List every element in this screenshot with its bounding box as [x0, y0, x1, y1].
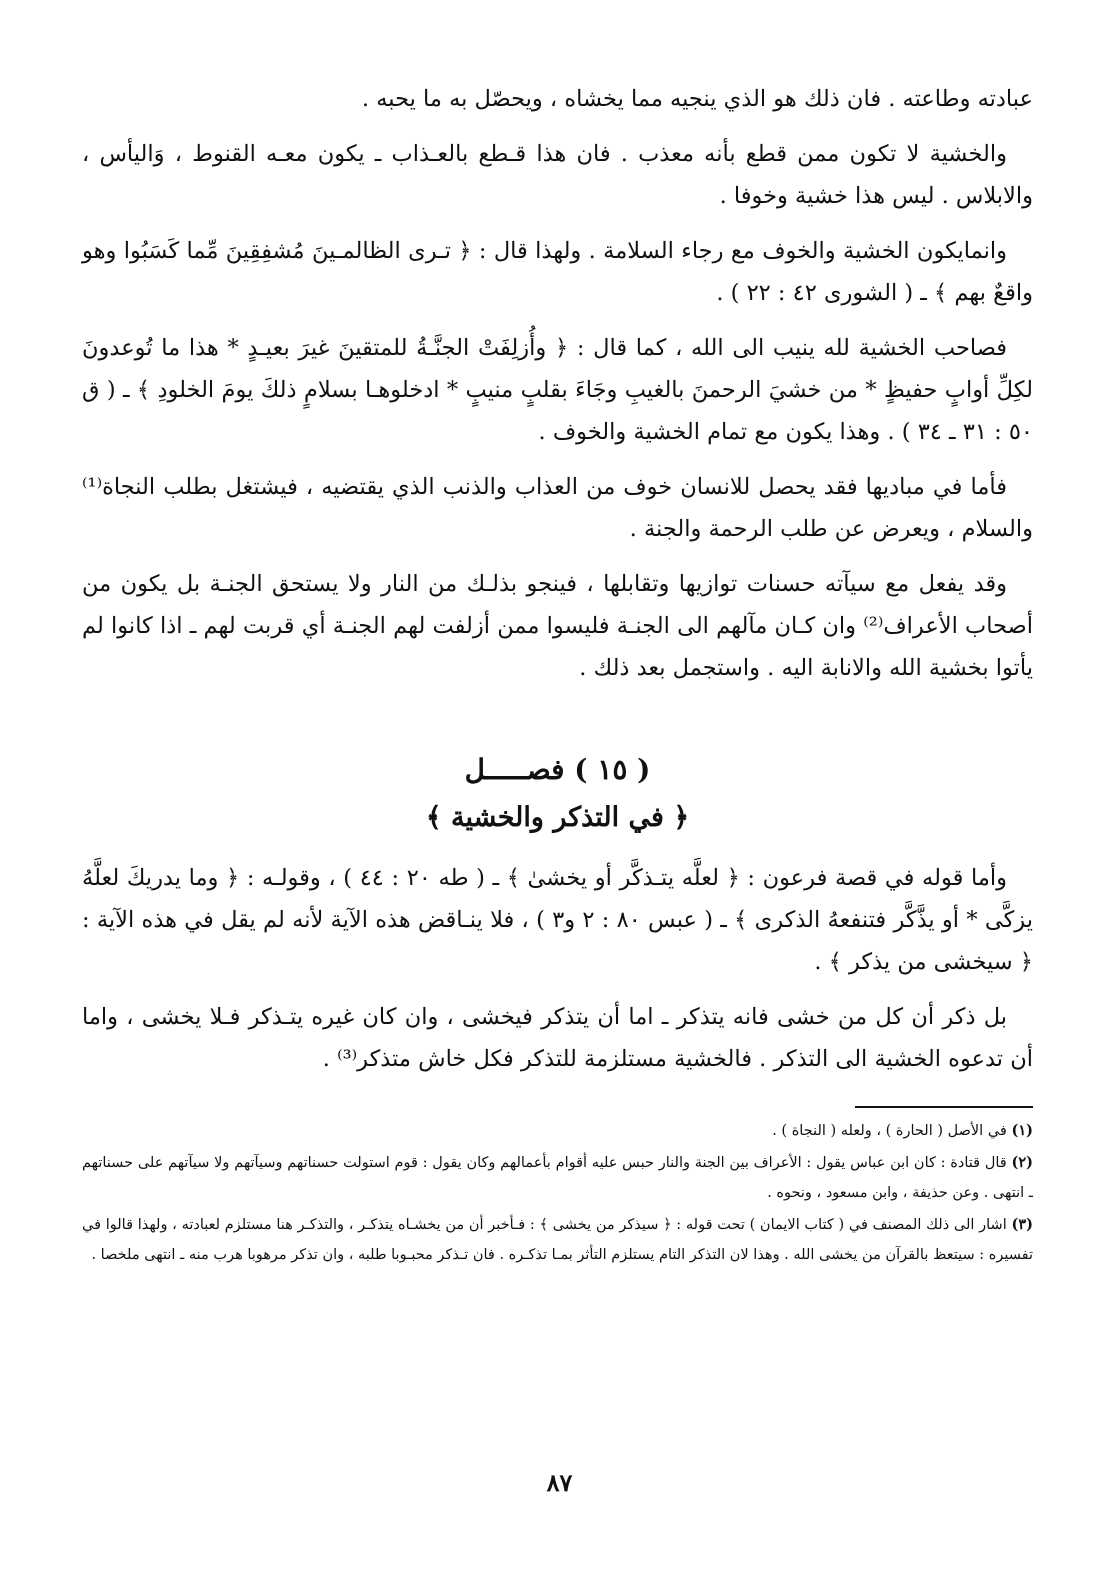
section-heading — [82, 747, 1033, 843]
footnotes — [82, 1116, 1033, 1270]
page-number: ٨٧ — [546, 1468, 573, 1497]
paragraph-4: فصاحب الخشية لله ينيب الى الله ، كما قال : ﴿ وأُزلِفَتْ الجنَّـةُ للمتقينَ غيرَ بعيـدٍ * هذا ما تُوعدونَ لكِلِّ أوابٍ حفيظٍ * من خشيَ الرحمنَ بالغيبِ وجَاءَ بقلبٍ منيبٍ * ادخلوهـا بسلامٍ ذلكَ يومَ الخلودِ ﴾ ـ ( ق ٥٠ : ٣١ ـ ٣٤ ) . وهذا يكون مع تمام الخشية والخوف . — [82, 335, 1033, 445]
section-paragraph-1: وأما قوله في قصة فرعون : ﴿ لعلَّه يتـذكَّر أو يخشىٰ ﴾ ـ ( طه ٢٠ : ٤٤ ) ، وقولـه : ﴿ وما يدريكَ لعلَّهُ يزكَّى * أو يذَّكَّر فتنفعهُ الذكرى ﴾ ـ ( عبس ٨٠ : ٢ و٣ ) ، فلا ينـاقض هذه الآية لأنه لم يقل في هذه الآية : ﴿ سيخشى من يذكر ﴾ . — [82, 865, 1033, 975]
footnote-3 — [82, 1210, 1033, 1270]
paragraph-5: فأما في مباديها فقد يحصل للانسان خوف من العذاب والذنب الذي يقتضيه ، فيشتغل بطلب النجاة⁽¹⁾ والسلام ، ويعرض عن طلب الرحمة والجنة . — [82, 474, 1033, 542]
footnote-2 — [82, 1148, 1033, 1208]
footnote-number: (٢) — [1011, 1154, 1034, 1171]
footnote-divider — [855, 1106, 1033, 1108]
footnote-1 — [82, 1116, 1033, 1146]
paragraph-3: وانمايكون الخشية والخوف مع رجاء السلامة . ولهذا قال : ﴿ تـرى الظالمـينَ مُشفِقِينَ مِّما كَسَبُوا وهو واقعٌ بهم ﴾ ـ ( الشورى ٤٢ : ٢٢ ) . — [82, 238, 1033, 306]
footnote-text: اشار الى ذلك المصنف في ( كتاب الايمان ) تحت قوله : ﴿ سيذكر من يخشى ﴾ : فـأخبر أن من يخشـاه يتذكـر ، والتذكـر هنا مستلزم لعبادته ، ولهذا قالوا في تفسيره : سيتعظ بالقرآن من يخشى الله . وهذا لان التذكر التام يستلزم التأثر بمـا تذكـره . فان تـذكر محبـوبا طلبه ، وان تذكر مرهوبا هرب منه ـ انتهى ملخصا . — [82, 1217, 1033, 1263]
document-page — [82, 78, 1033, 1581]
footnote-number: (٣) — [1011, 1216, 1033, 1233]
footnote-text: في الأصل ( الحارة ) ، ولعله ( النجاة ) . — [772, 1123, 1007, 1139]
paragraph-6: وقد يفعل مع سيآته حسنات توازيها وتقابلها ، فينجو بذلـك من النار ولا يستحق الجنـة بل يكون من أصحاب الأعراف⁽²⁾ وان كـان مآلهم الى الجنـة فليسوا ممن أزلفت لهم الجنـة أي قربت لهم ـ اذا كانوا لم يأتوا بخشية الله والانابة اليه . واستجمل بعد ذلك . — [82, 571, 1033, 681]
section-title: ﴿ في التذكر والخشية ﴾ — [425, 802, 690, 833]
paragraph-1: عبادته وطاعته . فان ذلك هو الذي ينجيه مما يخشاه ، ويحصّل به ما يحبه . — [361, 86, 1033, 112]
section-paragraph-2: بل ذكر أن كل من خشى فانه يتذكر ـ اما أن يتذكر فيخشى ، وان كان غيره يتـذكر فـلا يخشى ، واما أن تدعوه الخشية الى التذكر . فالخشية مستلزمة للتذكر فكل خاش متذكر⁽³⁾ . — [82, 1004, 1033, 1072]
footnote-text: قال قتادة : كان ابن عباس يقول : الأعراف بين الجنة والنار حبس عليه أقوام بأعمالهم وكان يقول : قوم استولت حسناتهم وسيآتهم ولا سيآتهم على حسناتهم ـ انتهى . وعن حذيفة ، وابن مسعود ، ونحوه . — [82, 1155, 1033, 1201]
section-number: ( ١٥ ) فصـــــل — [464, 753, 651, 786]
footnote-number: (١) — [1011, 1122, 1033, 1139]
paragraph-2: والخشية لا تكون ممن قطع بأنه معذب . فان هذا قـطع بالعـذاب ـ يكون معـه القنوط ، وَاليأس ، والابلاس . ليس هذا خشية وخوفا . — [82, 141, 1033, 209]
